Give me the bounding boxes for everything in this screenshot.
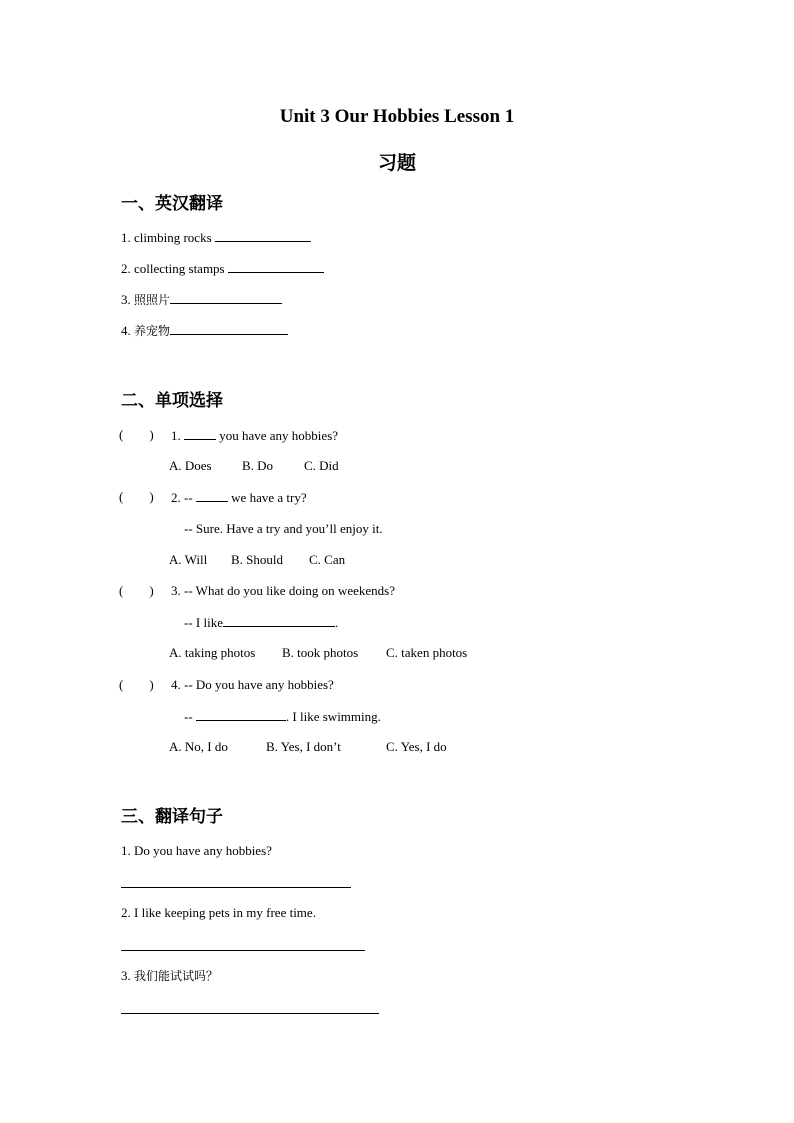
- dash: --: [184, 490, 193, 505]
- question-number: 1.: [171, 428, 181, 443]
- paren-open: (: [119, 677, 124, 692]
- question-text: -- What do you like doing on weekends?: [184, 583, 395, 598]
- option-a[interactable]: A. taking photos: [169, 645, 256, 660]
- answer-blank[interactable]: [228, 260, 324, 273]
- item-text: 照照片: [134, 293, 171, 307]
- list-item: [121, 291, 282, 308]
- option-a[interactable]: A. No, I do: [169, 739, 228, 754]
- reply-blank[interactable]: [223, 614, 335, 627]
- item-number: 2.: [121, 261, 131, 276]
- item-number: 3.: [121, 292, 131, 307]
- item-number: 3.: [121, 968, 131, 983]
- answer-paren[interactable]: [119, 677, 154, 693]
- section-heading-translation: 一、英汉翻译: [121, 194, 223, 214]
- item-text: I like keeping pets in my free time.: [134, 905, 316, 920]
- reply-line: -- Sure. Have a try and you’ll enjoy it.: [184, 521, 383, 536]
- reply-line: [184, 614, 338, 631]
- answer-paren[interactable]: [119, 489, 154, 505]
- answer-line[interactable]: [121, 950, 365, 951]
- answer-paren[interactable]: [119, 583, 154, 599]
- option-b[interactable]: B. Do: [242, 458, 274, 473]
- item-text: climbing rocks: [134, 230, 212, 245]
- option-a[interactable]: A. Does: [169, 458, 212, 473]
- answer-line[interactable]: [121, 1013, 379, 1014]
- question-number: 4.: [171, 677, 181, 692]
- question-stem: [171, 427, 338, 444]
- option-c[interactable]: C. Yes, I do: [386, 739, 447, 754]
- paren-open: (: [119, 427, 124, 442]
- option-c[interactable]: C. Did: [304, 458, 339, 473]
- question-stem: [171, 489, 307, 506]
- item-text: 养宠物: [134, 324, 171, 338]
- paren-open: (: [119, 489, 124, 504]
- option-b[interactable]: B. Should: [231, 552, 284, 567]
- list-item: [121, 229, 311, 246]
- reply-blank[interactable]: [196, 708, 286, 721]
- page-subtitle: 习题: [377, 152, 416, 174]
- reply-end: . I like swimming.: [285, 709, 381, 724]
- question-stem: [171, 677, 334, 693]
- item-number: 4.: [121, 323, 131, 338]
- item-text: 我们能试试吗？: [134, 969, 219, 983]
- section-heading-sentence-translation: 三、翻译句子: [121, 807, 223, 827]
- paren-open: (: [119, 583, 124, 598]
- reply-line: [184, 708, 381, 725]
- question-stem: [171, 583, 395, 599]
- question-blank[interactable]: [184, 427, 216, 440]
- question-text: we have a try?: [231, 490, 307, 505]
- question-text: you have any hobbies?: [219, 428, 339, 443]
- item-text: Do you have any hobbies?: [134, 843, 272, 858]
- item-number: 1.: [121, 843, 131, 858]
- list-item: [121, 968, 218, 984]
- list-item: [121, 322, 288, 339]
- item-text: collecting stamps: [134, 261, 225, 276]
- question-number: 3.: [171, 583, 181, 598]
- section-heading-multiple-choice: 二、单项选择: [121, 391, 223, 411]
- answer-blank[interactable]: [170, 291, 282, 304]
- paren-close: ): [149, 489, 154, 504]
- question-blank[interactable]: [196, 489, 228, 502]
- paren-close: ): [149, 677, 154, 692]
- answer-blank[interactable]: [215, 229, 311, 242]
- reply-text: -- I like: [184, 615, 223, 630]
- option-b[interactable]: B. Yes, I don’t: [266, 739, 341, 754]
- option-c[interactable]: C. Can: [309, 552, 346, 567]
- question-number: 2.: [171, 490, 181, 505]
- question-text: -- Do you have any hobbies?: [184, 677, 334, 692]
- option-b[interactable]: B. took photos: [282, 645, 359, 660]
- paren-close: ): [149, 583, 154, 598]
- option-a[interactable]: A. Will: [169, 552, 208, 567]
- list-item: [121, 843, 272, 859]
- answer-line[interactable]: [121, 887, 351, 888]
- list-item: [121, 905, 316, 921]
- item-number: 1.: [121, 230, 131, 245]
- paren-close: ): [149, 427, 154, 442]
- option-c[interactable]: C. taken photos: [386, 645, 468, 660]
- answer-paren[interactable]: [119, 427, 154, 443]
- reply-end: .: [334, 615, 339, 630]
- answer-blank[interactable]: [170, 322, 288, 335]
- item-number: 2.: [121, 905, 131, 920]
- list-item: [121, 260, 324, 277]
- reply-text: --: [184, 709, 193, 724]
- page-title: Unit 3 Our Hobbies Lesson 1: [279, 106, 515, 127]
